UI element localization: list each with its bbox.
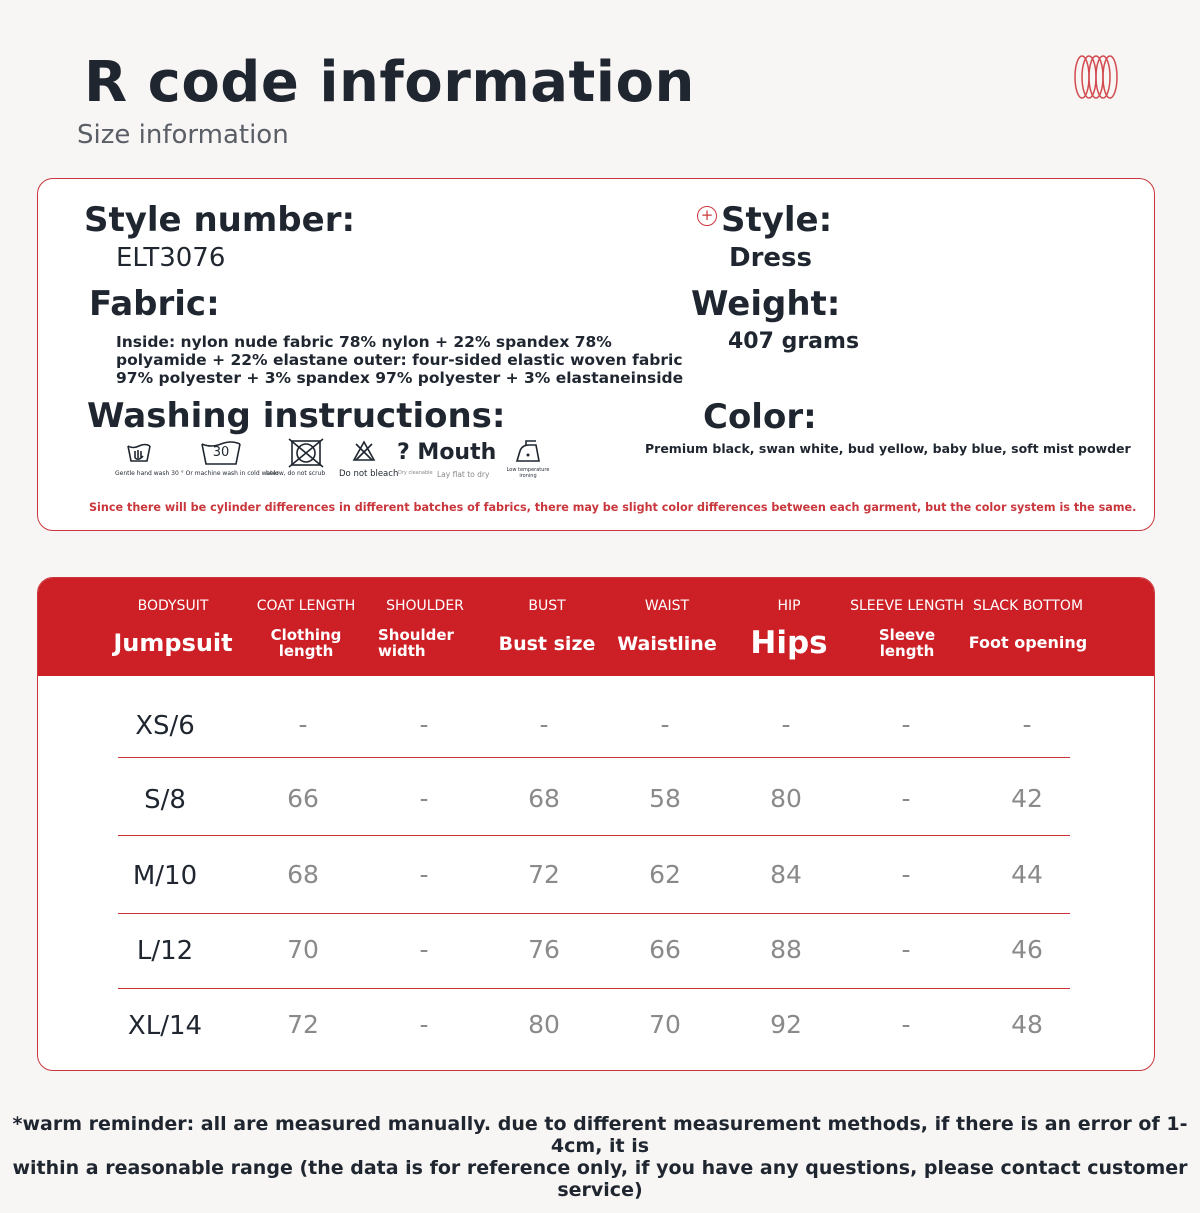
- style-number-label: Style number:: [84, 200, 356, 240]
- bust-cell: 72: [528, 860, 560, 889]
- weight-value: 407 grams: [728, 329, 860, 354]
- coat-length-cell: 70: [287, 935, 319, 964]
- waist-cell: 66: [649, 935, 681, 964]
- header-en: SLACK BOTTOM: [972, 598, 1084, 614]
- bleach-caption: Do not bleach: [339, 469, 399, 479]
- coat-length-cell: 66: [287, 784, 319, 813]
- mouth-label: ? Mouth: [397, 440, 497, 465]
- scrub-caption: below, do not scrub: [266, 470, 326, 477]
- style-value: Dress: [729, 243, 812, 273]
- header-cn: Hips: [750, 625, 828, 661]
- header-en: COAT LENGTH: [256, 598, 356, 614]
- sleeve-length-cell: -: [901, 860, 911, 889]
- coat-length-cell: 68: [287, 860, 319, 889]
- header-bust: [482, 578, 612, 676]
- bust-cell: -: [539, 710, 549, 739]
- sleeve-length-cell: -: [901, 784, 911, 813]
- weight-label: Weight:: [691, 284, 841, 324]
- waist-cell: -: [660, 710, 670, 739]
- header-bodysuit: [108, 578, 238, 676]
- size-cell: S/8: [144, 785, 186, 815]
- style-label: Style:: [721, 200, 833, 240]
- waist-cell: 58: [649, 784, 681, 813]
- hand-wash-caption: Gentle hand wash 30 ° Or machine wash in cold water: [115, 470, 279, 477]
- hip-cell: 88: [770, 935, 802, 964]
- iron-caption: Low temperature ironing: [506, 467, 550, 479]
- header-cn: Foot opening: [968, 633, 1088, 652]
- lay-flat-caption: Lay flat to dry: [437, 470, 490, 479]
- slack-bottom-cell: -: [1022, 710, 1032, 739]
- size-cell: L/12: [136, 936, 194, 966]
- do-not-tumble-dry-icon: [287, 438, 325, 468]
- header-cn: Shoulder width: [378, 626, 454, 660]
- waist-cell: 70: [649, 1010, 681, 1039]
- header-en: BODYSUIT: [137, 598, 209, 614]
- fabric-value: Inside: nylon nude fabric 78% nylon + 22% spandex 78% polyamide + 22% elastane outer: four-sided elastic woven fabric 97% polyester + 3% spandex 97% polyester + 3% elastaneinside: [116, 333, 684, 387]
- header-cn: Jumpsuit: [113, 629, 233, 657]
- coat-length-cell: 72: [287, 1010, 319, 1039]
- header-cn: Bust size: [498, 633, 596, 655]
- shoulder-cell: -: [419, 935, 429, 964]
- reminder-line-2: within a reasonable range (the data is for reference only, if you have any questions, please contact customer service): [12, 1157, 1188, 1201]
- row-divider: [118, 835, 1070, 836]
- plus-icon: +: [697, 206, 717, 226]
- page-title: R code information: [84, 50, 695, 115]
- sleeve-length-cell: -: [901, 935, 911, 964]
- warm-reminder: [0, 1113, 1200, 1201]
- color-difference-note: Since there will be cylinder differences in different batches of fabrics, there may be slight color differences between each garment, but the color system is the same.: [89, 501, 1137, 514]
- size-table: [37, 577, 1155, 1071]
- sleeve-length-cell: -: [901, 1010, 911, 1039]
- header-en: SHOULDER: [386, 598, 464, 614]
- hip-cell: 92: [770, 1010, 802, 1039]
- slack-bottom-cell: 46: [1011, 935, 1043, 964]
- shoulder-cell: -: [419, 1010, 429, 1039]
- header-en: WAIST: [644, 598, 690, 614]
- color-label: Color:: [703, 397, 817, 437]
- page-subtitle: Size information: [77, 120, 289, 150]
- row-divider: [118, 757, 1070, 758]
- slack-bottom-cell: 48: [1011, 1010, 1043, 1039]
- coat-length-cell: -: [298, 710, 308, 739]
- header-slack-bottom: [963, 578, 1093, 676]
- size-cell: XL/14: [127, 1011, 203, 1041]
- do-not-bleach-icon: [352, 440, 376, 462]
- hand-wash-icon: [126, 440, 152, 464]
- header-coat-length: [241, 578, 371, 676]
- header-cn: Waistline: [617, 633, 717, 655]
- washing-instructions-label: Washing instructions:: [87, 396, 506, 436]
- header-hip: [724, 578, 854, 676]
- iron-icon: [514, 439, 542, 467]
- bust-cell: 80: [528, 1010, 560, 1039]
- header-shoulder: [360, 578, 490, 676]
- size-cell: M/10: [132, 861, 198, 891]
- header-waist: [602, 578, 732, 676]
- fabric-label: Fabric:: [89, 284, 220, 324]
- hip-cell: -: [781, 710, 791, 739]
- shoulder-cell: -: [419, 860, 429, 889]
- dry-clean-caption: Dry cleanable: [398, 470, 433, 476]
- header-cn: Sleeve length: [878, 626, 936, 660]
- size-table-header: [38, 578, 1154, 676]
- brand-rings-icon: [1072, 53, 1120, 101]
- bust-cell: 76: [528, 935, 560, 964]
- waist-cell: 62: [649, 860, 681, 889]
- slack-bottom-cell: 44: [1011, 860, 1043, 889]
- style-number-value: ELT3076: [116, 243, 226, 273]
- header-sleeve-length: [842, 578, 972, 676]
- header-cn: Clothing length: [270, 626, 342, 660]
- header-en: BUST: [528, 598, 566, 614]
- row-divider: [118, 988, 1070, 989]
- shoulder-cell: -: [419, 710, 429, 739]
- header-en: SLEEVE LENGTH: [850, 598, 964, 614]
- shoulder-cell: -: [419, 784, 429, 813]
- row-divider: [118, 913, 1070, 914]
- sleeve-length-cell: -: [901, 710, 911, 739]
- hip-cell: 84: [770, 860, 802, 889]
- color-value: Premium black, swan white, bud yellow, baby blue, soft mist powder: [645, 441, 1131, 456]
- size-cell: XS/6: [135, 711, 195, 741]
- wash-temperature: 30: [212, 445, 230, 460]
- hip-cell: 80: [770, 784, 802, 813]
- header-en: HIP: [777, 598, 801, 614]
- slack-bottom-cell: 42: [1011, 784, 1043, 813]
- bust-cell: 68: [528, 784, 560, 813]
- reminder-line-1: *warm reminder: all are measured manually. due to different measurement methods, if there is an error of 1-4cm, it is: [12, 1113, 1188, 1157]
